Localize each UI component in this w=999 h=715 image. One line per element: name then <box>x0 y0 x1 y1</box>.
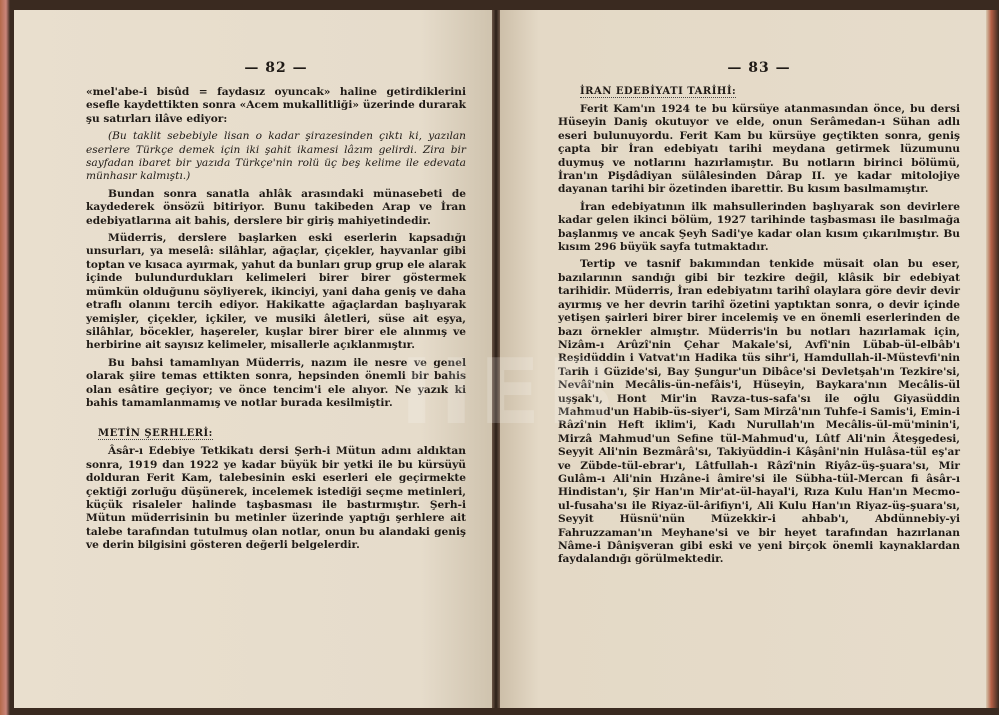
paragraph: Bu bahsi tamamlıyan Müderris, nazım ile nesre ve genel olarak şiire temas ettikten sonra, hepsinden önemli bir bahis olan esâtire geçiyor; ve önce tencim'i ele alıyor. Ne yazık ki bahis tamamlanmamış ve notlar burada kesilmiştir. <box>86 356 466 409</box>
paragraph: Müderris, derslere başlarken eski eserlerin kapsadığı unsurları, ya meselâ: silâhlar, ağaçlar, çiçekler, hayvanlar gibi toptan ve kısaca ayırmak, yahut da bunları grup grup ele alarak içinde bulundurdukları kelimeleri birer birer göstermek mümkün olduğunu söyliyerek, ikinciyi, yani daha geniş ve daha etraflı olanını tercih ediyor. Hakikatte ağaçlardan başlıyarak yemişler, çiçekler, içkiler, ve musiki âletleri, süse ait eşya, silâhlar, böcekler, haşereler, kuşlar birer birer ele alınmış ve herbirine ait sayısız kelimeler, misallerle açıklanmıştır. <box>86 232 466 352</box>
page-number-left: — 82 — <box>244 60 308 76</box>
quote-paragraph: (Bu taklit sebebiyle lisan o kadar şirazesinden çıktı ki, yazılan eserlere Türkçe demek için iki şahit ikamesi lâzım gelirdi. Zira bir sayfadan ibaret bir yazıda Türkçe'nin rolü üç beş kelime ile edevata münhasır kalmıştı.) <box>86 130 466 183</box>
watermark: IIEB <box>400 340 622 445</box>
paragraph: Âsâr-ı Edebiye Tetkikatı dersi Şerh-i Mütun adını aldıktan sonra, 1919 dan 1922 ye kadar büyük bir yetki ile bu kürsüyü dolduran Ferit Kam, talebesinin eski eserleri ele geçirmekte çektiği zorluğu düşünerek, incelemek istediği seçme metinleri, küçük risaleler halinde taşbasması ile bastırmıştır. Şerh-i Mütun müderrisinin bu metinler üzerinde yaptığı şerhlere ait talebe tarafından tutulmuş olan notlar, onun bu alandaki geniş ve derin bilgisini gösteren değerli belgelerdir. <box>86 445 466 552</box>
section-heading-text: METİN ŞERHLERİ: <box>98 428 213 440</box>
paragraph: Tertip ve tasnif bakımından tenkide müsait olan bu eser, bazılarının sandığı gibi bir tezkire değil, klâsik bir edebiyat tarihidir. Müderris, İran edebiyatını tarihî olaylara göre devir devir ayırmış ve her devrin tarihî özetini yaptıktan sonra, o devir içinde yetişen şairleri birer birer incelemiş ve en önemli eserlerinden de bazı örnekler almıştır. Müderris'in bu notları hazırlamak için, Nizâm-ı Arûzî'nin Çehar Makale'si, Avfî'nin Lübab-ül-elbâb'ı Reşidüddin i Vatvat'ın Hadika tüs sihr'i, Hamdullah-il-Müstevfi'nin Tarih i Güzide'si, Bay Şungur'un Dibâce'si Devletşah'ın Tezkire'si, Nevâî'nin Mecâlis-ün-nefâis'i, Hüseyin, Baykara'nın Mecâlis-ül uşşak'ı, Hont Mir'in Ravza-tus-safa'sı ile oğlu Giyasüddin Mahmud'un Habib-üs-siyer'i, Sam Mirzâ'nın Tuhfe-i Samis'i, Emin-i Râzî'nin Heft iklim'i, Kadı Nurullah'ın Mecâlis-ül-mü'minin'i, Mirzâ Mahmud'un Sefine tül-Mahmud'u, Lûtf Ali'nin Âteşgedesi, Seyyit Ali'nin Bezmârâ'sı, Takiyüddin-i Kâşâni'nin Hulâsa-tül eş'ar ve Zübde-tül-ebrar'ı, Lâtfullah-ı Râzî'nin Riyâz-üş-şuara'sı, Mir Gulâm-ı Ali'nin Hızâne-i âmire'si ile Sübha-tül-Mercan fi âsâr-ı Hindistan'ı, Şir Han'ın Mir'at-ül-hayal'i, Rıza Kulu Han'ın Mecmo-ul-fusaha'sı ile Riyaz-ül-ârifiyn'i, Ali Kulu Han'ın Riyaz-üş-şuara'sı, Seyyit Hüsnü'nün Müzekkir-i ahbab'ı, Abdünnebiy-yi Fahruzzaman'ın Meyhane'si ve bir heyet tarafından hazırlanan Nâme-i Dânişveran gibi eski ve yeni birçok önemli kaynaklardan faydalandığı görülmektedir. <box>558 258 960 566</box>
section-heading-text: İRAN EDEBİYATI TARİHİ: <box>580 86 737 97</box>
paragraph: «mel'abe-i bisûd = faydasız oyuncak» haline getirdiklerini esefle kaydettikten sonra «Acem mukallitliği» üzerinde durarak şu satırları ilâve ediyor: <box>86 86 466 125</box>
paragraph: Ferit Kam'ın 1924 te bu kürsüye atanmasından önce, bu dersi Hüseyin Daniş okutuyor ve elde, onun Serâmedan-ı Sühan adlı eseri bulunuyordu. Ferit Kam bu kürsüye geçtikten sonra, geniş çapta bir İran edebiyatı tarihi meydana getirmek lüzumunu duymuş ve notlarını hazırlamıştır. Bu notların birinci bölümü, İran'ın Pişdâdiyan sülâlesinden Dârap II. ye kadar mitolojiye dayanan tarihi bir özetinden ibarettir. Bu kısım basılmamıştır. <box>558 103 960 196</box>
paragraph: Bundan sonra sanatla ahlâk arasındaki münasebeti de kaydederek önsözü bitiriyor. Bunu takibeden Arap ve İran edebiyatlarına ait bahis, derslere bir giriş mahiyetindedir. <box>86 187 466 227</box>
section-heading <box>580 86 960 97</box>
page-edge <box>986 10 999 708</box>
page-number-right: — 83 — <box>727 60 791 76</box>
paragraph: İran edebiyatının ilk mahsullerinden başlıyarak son devirlere kadar gelen ikinci bölüm, 1927 tarihinde taşbasması ile basılmağa başlanmış ve ancak Şeyh Sadi'ye kadar olan kısım çıkarılmıştır. Bu kısım 296 büyük sayfa tutmaktadır. <box>558 200 960 254</box>
